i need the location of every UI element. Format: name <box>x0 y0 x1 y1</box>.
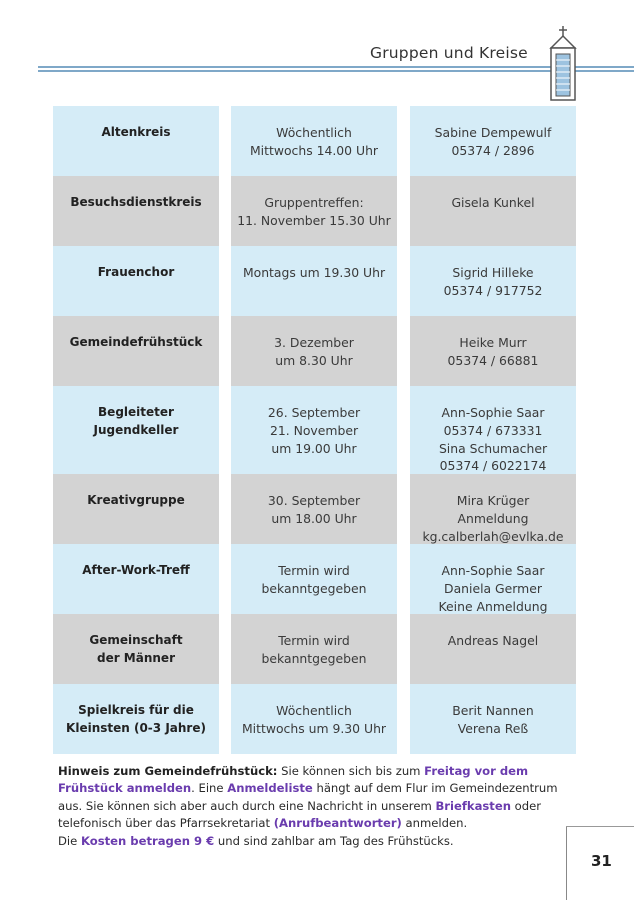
breakfast-notice <box>58 763 578 850</box>
group-name: Gemeindefrühstück <box>53 316 219 386</box>
meeting-time: Montags um 19.30 Uhr <box>231 246 397 316</box>
group-name: Kreativgruppe <box>53 474 219 544</box>
header-rule-bottom <box>38 70 634 72</box>
contact-info: Berit Nannen Verena Reß <box>410 684 576 754</box>
notice-text: Die <box>58 833 81 848</box>
column-times <box>231 106 397 754</box>
page-number-rule-vertical <box>566 826 567 900</box>
header-rule-top <box>38 66 634 68</box>
contact-info: Andreas Nagel <box>410 614 576 684</box>
notice-highlight: (Anrufbeantworter) <box>273 816 402 831</box>
notice-text: anmelden. <box>401 816 468 831</box>
page-number-rule-horizontal <box>566 826 634 827</box>
group-name: Begleiteter Jugendkeller <box>53 386 219 474</box>
meeting-time: Gruppentreffen: 11. November 15.30 Uhr <box>231 176 397 246</box>
contact-info: Heike Murr 05374 / 66881 <box>410 316 576 386</box>
notice-highlight: Anmeldeliste <box>227 781 313 796</box>
column-groups <box>53 106 219 754</box>
notice-highlight: Freitag vor dem Frühstück anmelden <box>58 764 529 796</box>
group-name: Besuchsdienstkreis <box>53 176 219 246</box>
meeting-time: 3. Dezember um 8.30 Uhr <box>231 316 397 386</box>
notice-lead: Hinweis zum Gemeindefrühstück: <box>58 764 278 778</box>
page-title: Gruppen und Kreise <box>370 44 528 62</box>
meeting-time: Wöchentlich Mittwochs 14.00 Uhr <box>231 106 397 176</box>
notice-text: und sind zahlbar am Tag des Frühstücks. <box>214 833 454 848</box>
contact-info: Ann-Sophie Saar 05374 / 673331 Sina Schumacher 05374 / 6022174 <box>410 386 576 474</box>
group-name: Spielkreis für die Kleinsten (0-3 Jahre) <box>53 684 219 754</box>
group-name: Gemeinschaft der Männer <box>53 614 219 684</box>
notice-text: . Eine <box>191 781 228 796</box>
contact-info: Gisela Kunkel <box>410 176 576 246</box>
contact-info: Mira Krüger Anmeldung kg.calberlah@evlka.de <box>410 474 576 544</box>
column-contacts <box>410 106 576 754</box>
notice-text: Sie können sich bis zum <box>277 764 425 778</box>
notice-highlight: Kosten betragen 9 € <box>80 833 215 848</box>
meeting-time: Termin wird bekanntgegeben <box>231 614 397 684</box>
contact-info: Ann-Sophie Saar Daniela Germer Keine Anmeldung <box>410 544 576 614</box>
group-name: Frauenchor <box>53 246 219 316</box>
notice-text: hängt auf dem Flur im Gemeindezentrum aus. Sie können sich aber auch durch eine Nachricht in unserem <box>58 781 558 813</box>
notice-highlight: Briefkasten <box>435 798 511 813</box>
group-name: Altenkreis <box>53 106 219 176</box>
meeting-time: Wöchentlich Mittwochs um 9.30 Uhr <box>231 684 397 754</box>
notice-text: oder telefonisch über das Pfarrsekretariat <box>58 798 542 831</box>
meeting-time: 30. September um 18.00 Uhr <box>231 474 397 544</box>
meeting-time: Termin wird bekanntgegeben <box>231 544 397 614</box>
group-name: After-Work-Treff <box>53 544 219 614</box>
church-tower-icon <box>546 26 580 102</box>
page-number: 31 <box>591 852 612 870</box>
meeting-time: 26. September 21. November um 19.00 Uhr <box>231 386 397 474</box>
contact-info: Sigrid Hilleke 05374 / 917752 <box>410 246 576 316</box>
contact-info: Sabine Dempewulf 05374 / 2896 <box>410 106 576 176</box>
